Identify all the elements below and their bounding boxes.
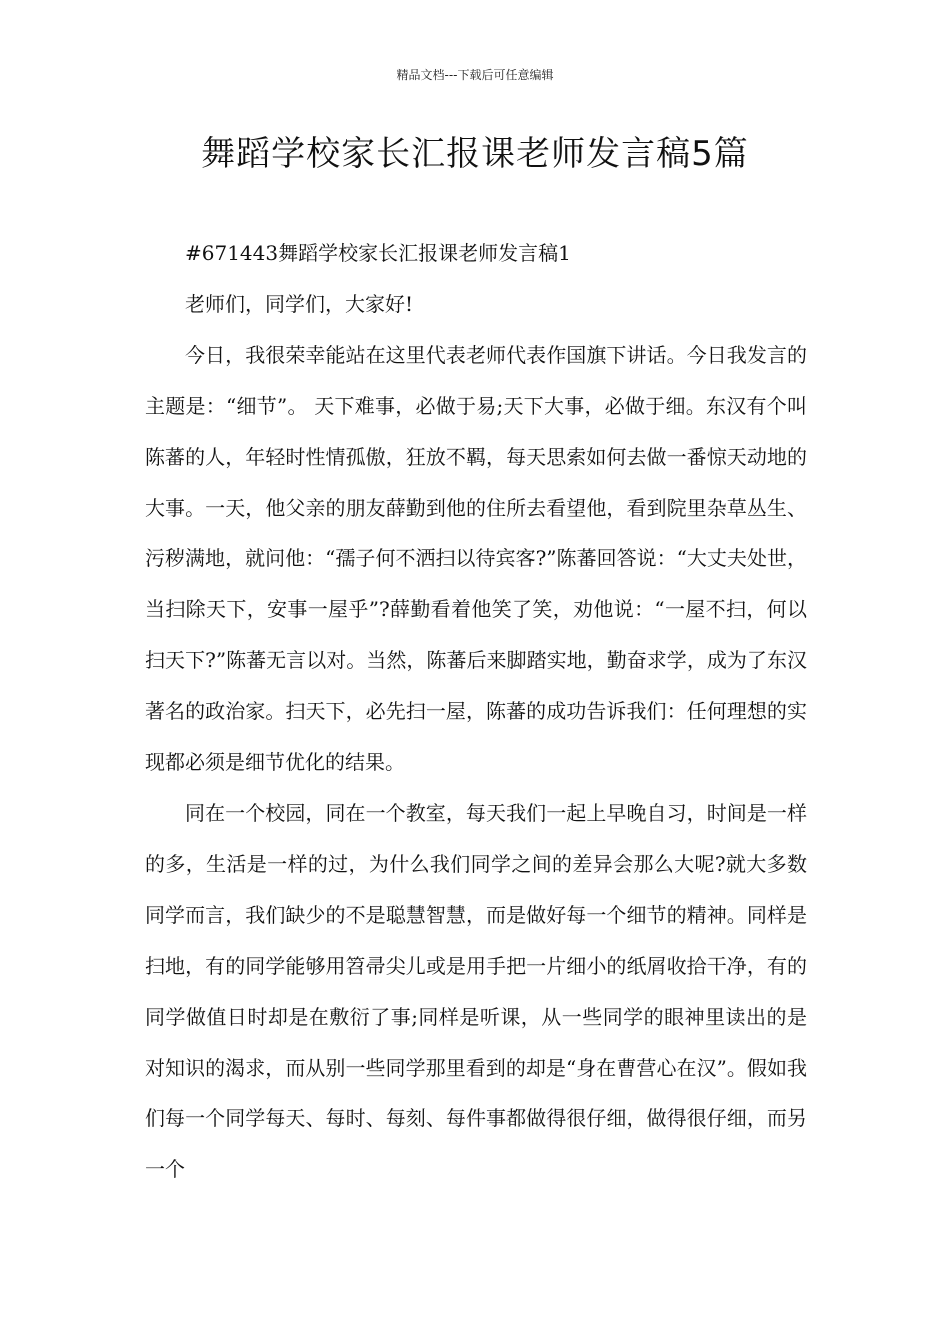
document-title: 舞蹈学校家长汇报课老师发言稿5篇 [201, 134, 749, 174]
paragraph-heading: #671443舞蹈学校家长汇报课老师发言稿1 [185, 241, 571, 265]
header-note: 精品文档---下载后可任意编辑 [396, 68, 554, 82]
paragraph-greeting: 老师们，同学们，大家好! [185, 291, 414, 316]
document-body [145, 228, 807, 1195]
paragraph-story: 今日，我很荣幸能站在这里代表老师代表作国旗下讲话。今日我发言的主题是：“细节”。 天下难事，必做于易;天下大事，必做于细。东汉有个叫陈蕃的人，年轻时性情孤傲，狂放不羁，每天思索如何去做一番惊天动地的大事。一天，他父亲的朋友薛勤到他的住所去看望他，看到院里杂草丛生、污秽满地，就问他：“孺子何不洒扫以待宾客?”陈蕃回答说：“大丈夫处世，当扫除天下，安事一屋乎”?薛勤看着他笑了笑，劝他说：“一屋不扫，何以扫天下?”陈蕃无言以对。当然，陈蕃后来脚踏实地，勤奋求学，成为了东汉著名的政治家。扫天下，必先扫一屋，陈蕃的成功告诉我们：任何理想的实现都必须是细节优化的结果。 [145, 342, 807, 775]
paragraph-comparison: 同在一个校园，同在一个教室，每天我们一起上早晚自习，时间是一样的多，生活是一样的过，为什么我们同学之间的差异会那么大呢?就大多数同学而言，我们缺少的不是聪慧智慧，而是做好每一个细节的精神。同样是扫地，有的同学能够用笤帚尖儿或是用手把一片细小的纸屑收拾干净，有的同学做值日时却是在敷衍了事;同样是听课，从一些同学的眼神里读出的是对知识的渴求，而从别一些同学那里看到的却是“身在曹营心在汉”。假如我们每一个同学每天、每时、每刻、每件事都做得很仔细，做得很仔细，而另一个 [145, 800, 807, 1182]
